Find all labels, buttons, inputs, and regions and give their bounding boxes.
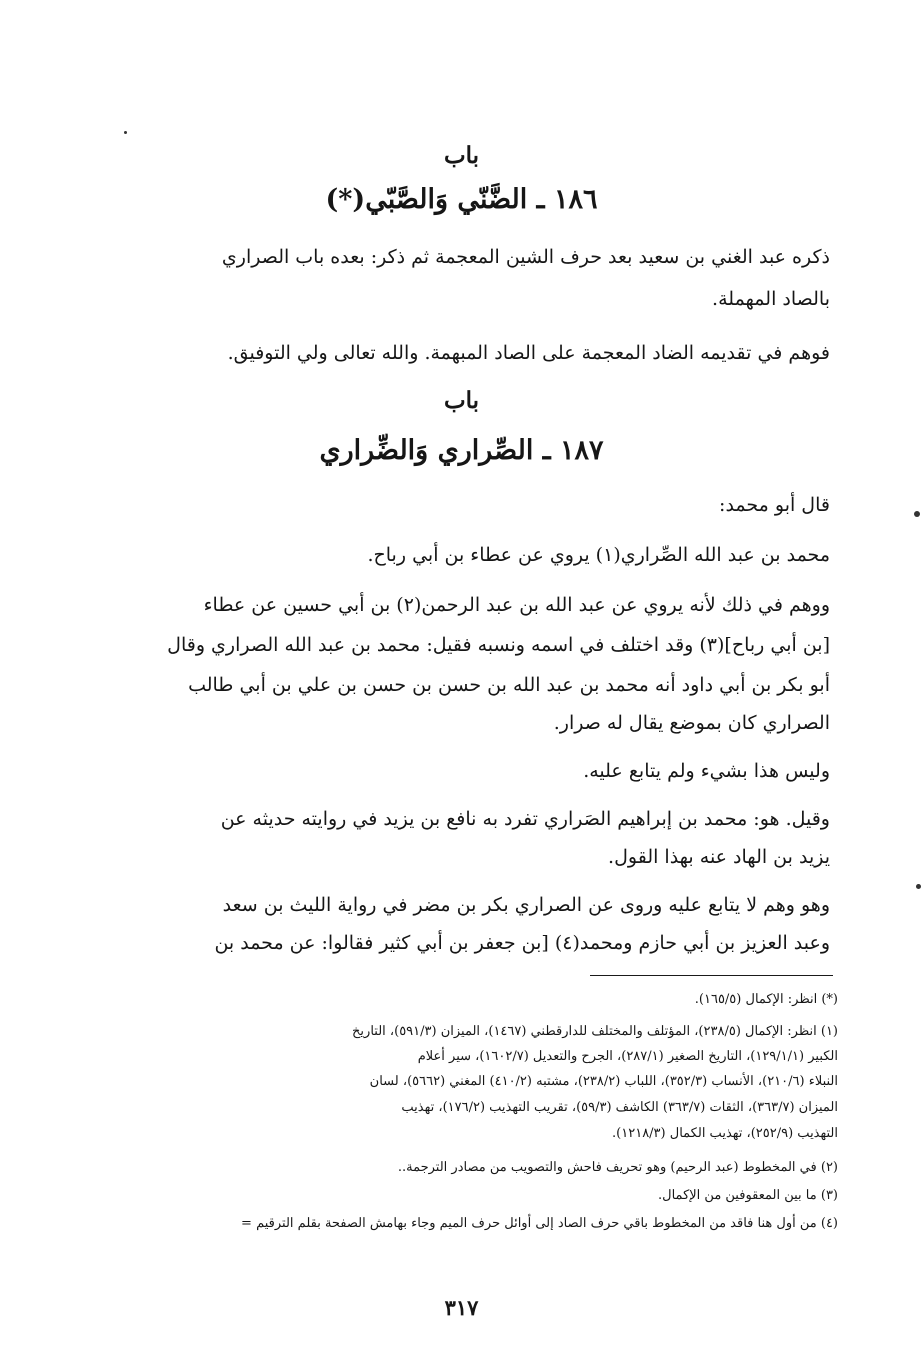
text-line: ذكره عبد الغني بن سعيد بعد حرف الشين المعجمة ثم ذكر: بعده باب الصراري xyxy=(221,246,830,268)
text-line: بالصاد المهملة. xyxy=(712,288,830,310)
chapter-label: باب xyxy=(443,387,480,414)
footnote-line: (١) انظر: الإكمال (٢٣٨/٥)، المؤتلف والمختلف للدارقطني (١٤٦٧)، الميزان (٥٩١/٣)، التاريخ xyxy=(352,1024,838,1039)
text-line: الصراري كان بموضع يقال له صرار. xyxy=(553,712,830,734)
text-line: [بن أبي رباح](٣) وقد اختلف في اسمه ونسبه فقيل: محمد بن عبد الله الصراري وقال xyxy=(167,634,830,656)
footnote-line: الميزان (٣٦٣/٧)، الثقات (٣٦٣/٧) الكاشف (٥٩/٣)، تقريب التهذيب (١٧٦/٢)، تهذيب xyxy=(401,1100,838,1115)
text-line: يزيد بن الهاد عنه بهذا القول. xyxy=(608,846,830,868)
footnote-separator xyxy=(590,975,833,976)
text-line: أبو بكر بن أبي داود أنه محمد بن عبد الله بن حسن بن حسن بن علي بن أبي طالب xyxy=(188,674,830,696)
text-line: ووهم في ذلك لأنه يروي عن عبد الله بن عبد الرحمن(٢) بن أبي حسين عن عطاء xyxy=(203,594,830,616)
text-line: وهو وهم لا يتابع عليه وروى عن الصراري بكر بن مضر في رواية الليث بن سعد xyxy=(222,894,830,916)
page-number: ٣١٧ xyxy=(444,1295,479,1320)
chapter-title: ١٨٦ ـ الضَّنّي وَالصَّبّي(*) xyxy=(325,184,598,215)
scan-speck xyxy=(916,884,921,889)
chapter-label: باب xyxy=(443,142,480,169)
footnote-line: (٣) ما بين المعقوفين من الإكمال. xyxy=(658,1188,838,1203)
footnote-line: التهذيب (٢٥٢/٩)، تهذيب الكمال (١٢١٨/٣). xyxy=(612,1126,838,1141)
text-line: وعبد العزيز بن أبي حازم ومحمد(٤) [بن جعفر بن أبي كثير فقالوا: عن محمد بن xyxy=(214,932,830,954)
footnote-line: الكبير (١٢٩/١/١)، التاريخ الصغير (٢٨٧/١)، الجرح والتعديل (١٦٠٢/٧)، سير أعلام xyxy=(417,1049,838,1064)
scan-speck xyxy=(914,511,920,517)
footnote-line: النبلاء (٢١٠/٦)، الأنساب (٣٥٢/٣)، اللباب (٢٣٨/٢)، مشتبه (٤١٠/٢) المغني (٥٦٦٢)، لسان xyxy=(369,1074,838,1089)
footnote-line: (*) انظر: الإكمال (١٦٥/٥). xyxy=(694,992,838,1007)
text-line: وقيل. هو: محمد بن إبراهيم الصَراري تفرد به نافع بن يزيد في روايته حديثه عن xyxy=(220,808,830,830)
chapter-title: ١٨٧ ـ الصِّراري وَالضِّراري xyxy=(319,435,604,466)
footnote-line: (٢) في المخطوط (عبد الرحيم) وهو تحريف فاحش والتصويب من مصادر الترجمة.. xyxy=(397,1160,838,1175)
text-line: محمد بن عبد الله الصِّراري(١) يروي عن عطاء بن أبي رباح. xyxy=(367,544,830,566)
text-line: قال أبو محمد: xyxy=(719,494,830,516)
scan-speck xyxy=(124,131,127,134)
text-line: فوهم في تقديمه الضاد المعجمة على الصاد المبهمة. والله تعالى ولي التوفيق. xyxy=(227,342,830,364)
text-line: وليس هذا بشيء ولم يتابع عليه. xyxy=(583,760,830,782)
footnote-line: (٤) من أول هنا فاقد من المخطوط باقي حرف الصاد إلى أوائل حرف الميم وجاء بهامش الصفحة بقلم الترقيم = xyxy=(241,1216,838,1231)
